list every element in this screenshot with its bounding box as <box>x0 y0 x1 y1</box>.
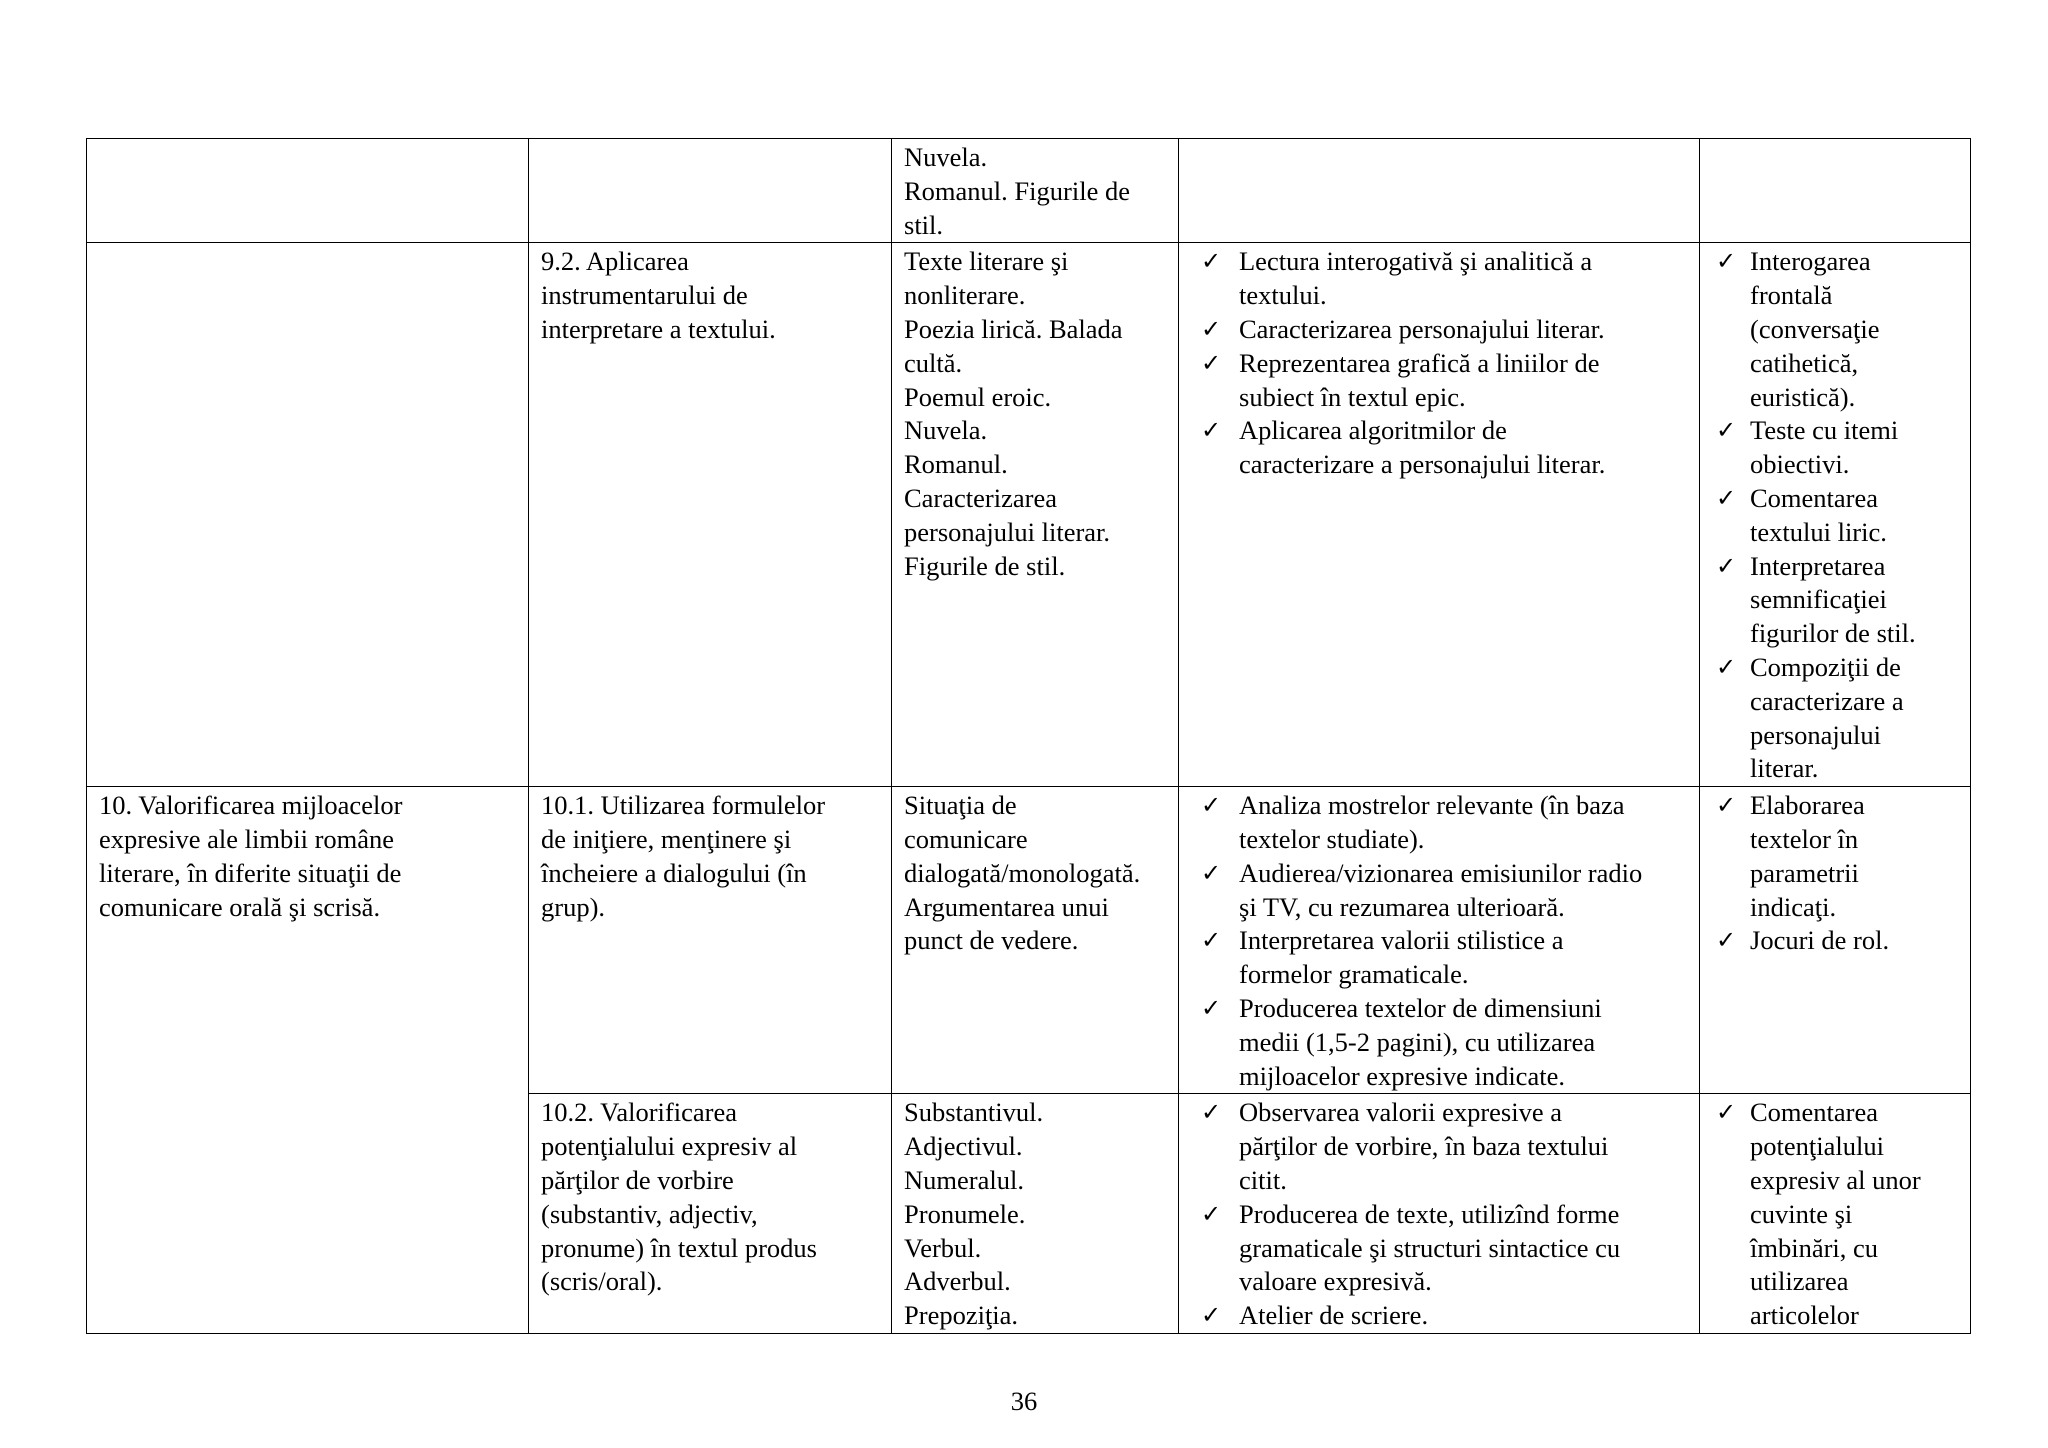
text-line: textelor studiate). <box>1239 823 1425 854</box>
unit-cell <box>529 139 892 243</box>
evaluation-cell <box>1700 139 1971 243</box>
text-line: 10.1. Utilizarea formulelor <box>541 790 826 821</box>
text-line: cultă. <box>904 347 963 378</box>
text-line: formelor gramaticale. <box>1239 959 1469 990</box>
evaluation-list <box>1712 1096 1962 1333</box>
text-line: literare, în diferite situaţii de <box>99 857 402 888</box>
content-cell <box>892 139 1179 243</box>
list-item <box>1191 1299 1691 1333</box>
list-item <box>1712 550 1962 651</box>
text-line: caracterizare a personajului literar. <box>1239 449 1606 480</box>
text-line: Aplicarea algoritmilor de <box>1239 415 1507 446</box>
evaluation-cell <box>1700 243 1971 787</box>
text-line: textului. <box>1239 280 1327 311</box>
text-line: Compoziţii de <box>1750 651 1901 682</box>
text-line: potenţialului <box>1750 1131 1884 1162</box>
checkmark-icon: ✓ <box>1201 993 1222 1022</box>
text-line: Poezia lirică. Balada <box>904 313 1123 344</box>
checkmark-icon: ✓ <box>1201 247 1222 276</box>
text-line: figurilor de stil. <box>1750 618 1916 649</box>
checkmark-icon: ✓ <box>1201 1098 1222 1127</box>
activities-list <box>1191 789 1691 1093</box>
text-line: potenţialului expresiv al <box>541 1131 798 1162</box>
text-line: Nuvela. <box>904 142 988 172</box>
text-line: punct de vedere. <box>904 925 1079 956</box>
list-item <box>1191 347 1691 415</box>
text-line: textelor în <box>1750 823 1859 854</box>
list-item <box>1712 924 1962 958</box>
unit-cell <box>529 787 892 1094</box>
list-item <box>1712 789 1962 924</box>
activities-cell <box>1179 139 1700 243</box>
text-line: părţilor de vorbire, în baza textului <box>1239 1131 1609 1162</box>
text-line: valoare expresivă. <box>1239 1266 1432 1297</box>
unit-cell <box>529 243 892 787</box>
list-item <box>1712 651 1962 786</box>
table-row <box>87 139 1971 243</box>
text-line: pronume) în textul produs <box>541 1232 817 1263</box>
checkmark-icon: ✓ <box>1201 1199 1222 1228</box>
text-line: Situaţia de <box>904 790 1017 821</box>
text-line: cuvinte şi <box>1750 1198 1853 1229</box>
text-line: Teste cu itemi <box>1750 415 1899 446</box>
text-line: Texte literare şi <box>904 246 1069 277</box>
text-line: şi TV, cu rezumarea ulterioară. <box>1239 891 1565 922</box>
list-item <box>1712 414 1962 482</box>
list-item <box>1191 992 1691 1093</box>
checkmark-icon: ✓ <box>1201 858 1222 887</box>
competence-cell <box>87 139 529 243</box>
text-line: Caracterizarea <box>904 482 1057 513</box>
text-line: catihetică, <box>1750 347 1859 378</box>
list-item <box>1191 245 1691 313</box>
list-item <box>1191 924 1691 992</box>
text-line: Interpretarea <box>1750 550 1886 581</box>
content-cell <box>892 1094 1179 1334</box>
checkmark-icon: ✓ <box>1201 348 1222 377</box>
list-item <box>1712 245 1962 414</box>
text-line: textului liric. <box>1750 516 1887 547</box>
text-line: articolelor <box>1750 1300 1859 1331</box>
curriculum-table <box>86 138 1971 1334</box>
text-line: Elaborarea <box>1750 790 1865 821</box>
activities-list <box>1191 245 1691 482</box>
text-line: (scris/oral). <box>541 1266 663 1297</box>
checkmark-icon: ✓ <box>1201 416 1222 445</box>
checkmark-icon: ✓ <box>1201 791 1222 820</box>
text-line: grup). <box>541 891 606 922</box>
evaluation-cell <box>1700 1094 1971 1334</box>
text-line: Substantivul. <box>904 1097 1044 1128</box>
text-line: Argumentarea unui <box>904 891 1109 922</box>
activities-list <box>1191 1096 1691 1333</box>
text-line: Prepoziţia. <box>904 1300 1019 1331</box>
text-line: mijloacelor expresive indicate. <box>1239 1060 1565 1091</box>
text-line: interpretare a textului. <box>541 313 776 344</box>
table-row <box>87 243 1971 787</box>
text-line: Figurile de stil. <box>904 550 1066 581</box>
page-number: 36 <box>1010 1386 1038 1416</box>
text-line: Comentarea <box>1750 1097 1879 1128</box>
text-line: nonliterare. <box>904 280 1026 311</box>
content-cell <box>892 243 1179 787</box>
text-line: literar. <box>1750 753 1819 784</box>
text-line: comunicare orală şi scrisă. <box>99 891 381 922</box>
activities-cell <box>1179 243 1700 787</box>
text-line: expresive ale limbii române <box>99 823 395 854</box>
text-line: comunicare <box>904 823 1028 854</box>
text-line: caracterizare a <box>1750 685 1904 716</box>
list-item <box>1191 313 1691 347</box>
text-line: părţilor de vorbire <box>541 1164 734 1195</box>
text-line: 10. Valorificarea mijloacelor <box>99 790 403 821</box>
text-line: medii (1,5-2 pagini), cu utilizarea <box>1239 1026 1596 1057</box>
checkmark-icon: ✓ <box>1716 483 1737 512</box>
text-line: dialogată/monologată. <box>904 857 1141 888</box>
activities-cell <box>1179 787 1700 1094</box>
unit-cell <box>529 1094 892 1334</box>
text-line: Producerea textelor de dimensiuni <box>1239 992 1602 1023</box>
text-line: citit. <box>1239 1164 1287 1195</box>
list-item <box>1712 1096 1962 1333</box>
evaluation-cell <box>1700 787 1971 1094</box>
checkmark-icon: ✓ <box>1716 1098 1737 1127</box>
text-line: Interogarea <box>1750 246 1871 277</box>
text-line: indicaţi. <box>1750 891 1837 922</box>
text-line: Romanul. <box>904 449 1008 480</box>
text-line: subiect în textul epic. <box>1239 381 1466 412</box>
text-line: Lectura interogativă şi analitică a <box>1239 246 1593 277</box>
text-line: (substantiv, adjectiv, <box>541 1198 758 1229</box>
checkmark-icon: ✓ <box>1716 247 1737 276</box>
checkmark-icon: ✓ <box>1716 652 1737 681</box>
text-line: gramaticale şi structuri sintactice cu <box>1239 1232 1621 1263</box>
list-item <box>1712 482 1962 550</box>
text-line: Comentarea <box>1750 482 1879 513</box>
text-line: Romanul. Figurile de <box>904 175 1130 206</box>
list-item <box>1191 1096 1691 1197</box>
checkmark-icon: ✓ <box>1201 926 1222 955</box>
text-line: Adverbul. <box>904 1266 1011 1297</box>
text-line: stil. <box>904 209 944 240</box>
evaluation-list <box>1712 245 1962 786</box>
checkmark-icon: ✓ <box>1716 416 1737 445</box>
checkmark-icon: ✓ <box>1201 1301 1222 1330</box>
activities-cell <box>1179 1094 1700 1334</box>
text-line: Interpretarea valorii stilistice a <box>1239 925 1564 956</box>
text-line: personajului <box>1750 719 1881 750</box>
content-cell <box>892 787 1179 1094</box>
text-line: îmbinări, cu <box>1750 1232 1879 1263</box>
text-line: Adjectivul. <box>904 1131 1023 1162</box>
list-item <box>1191 857 1691 925</box>
text-line: Atelier de scriere. <box>1239 1300 1429 1331</box>
checkmark-icon: ✓ <box>1716 926 1737 955</box>
text-line: Audierea/vizionarea emisiunilor radio <box>1239 857 1643 888</box>
text-line: expresiv al unor <box>1750 1164 1921 1195</box>
text-line: Nuvela. <box>904 415 988 446</box>
text-line: euristică). <box>1750 381 1856 412</box>
list-item <box>1191 1198 1691 1299</box>
checkmark-icon: ✓ <box>1201 314 1222 343</box>
text-line: Pronumele. <box>904 1198 1026 1229</box>
text-line: Producerea de texte, utilizînd forme <box>1239 1198 1620 1229</box>
competence-cell <box>87 787 529 1334</box>
text-line: instrumentarului de <box>541 280 748 311</box>
text-line: parametrii <box>1750 857 1859 888</box>
text-line: semnificaţiei <box>1750 584 1887 615</box>
text-line: Observarea valorii expresive a <box>1239 1097 1562 1128</box>
list-item <box>1191 789 1691 857</box>
text-line: 9.2. Aplicarea <box>541 246 689 277</box>
text-line: 10.2. Valorificarea <box>541 1097 737 1128</box>
checkmark-icon: ✓ <box>1716 791 1737 820</box>
text-line: Reprezentarea grafică a liniilor de <box>1239 347 1600 378</box>
text-line: obiectivi. <box>1750 449 1850 480</box>
list-item <box>1191 414 1691 482</box>
competence-cell <box>87 243 529 787</box>
text-line: utilizarea <box>1750 1266 1849 1297</box>
checkmark-icon: ✓ <box>1716 551 1737 580</box>
text-line: Caracterizarea personajului literar. <box>1239 313 1605 344</box>
text-line: (conversaţie <box>1750 313 1880 344</box>
text-line: Analiza mostrelor relevante (în baza <box>1239 790 1625 821</box>
evaluation-list <box>1712 789 1962 958</box>
table-row <box>87 787 1971 1094</box>
text-line: Poemul eroic. <box>904 381 1052 412</box>
text-line: de iniţiere, menţinere şi <box>541 823 792 854</box>
text-line: Numeralul. <box>904 1164 1024 1195</box>
text-line: încheiere a dialogului (în <box>541 857 807 888</box>
text-line: personajului literar. <box>904 516 1111 547</box>
text-line: Verbul. <box>904 1232 982 1263</box>
text-line: Jocuri de rol. <box>1750 925 1890 956</box>
text-line: frontală <box>1750 280 1833 311</box>
